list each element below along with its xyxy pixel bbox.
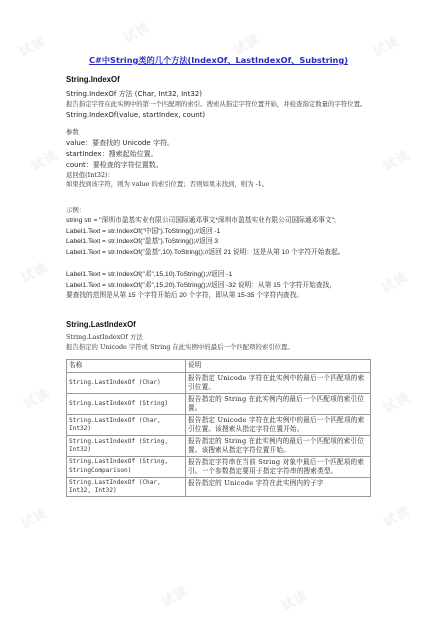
document-title: C#中String类的几个方法(IndexOf、LastIndexOf、Substring) [88,55,348,65]
example-line: string str = "深圳市盈基实业有限公司国际通邓事文*深圳市盈基实业有限公司国际通邓事文"; [66,217,336,225]
indexof-usage: String.IndexOf(value, startIndex, count) [66,110,206,119]
overload-name: String.LastIndexOf (Char) [67,373,186,394]
watermark: 试读 [21,386,53,413]
watermark: 试读 [121,20,153,47]
param-start-index: startIndex：搜索起始位置。 [66,149,158,158]
return-label: 返回值(Int32)： [66,170,114,179]
overload-name: String.LastIndexOf (Char, Int32, Int32) [67,477,186,497]
example-line: Label1.Text = str.IndexOf("中国").ToString();//返回 -1 [66,227,221,235]
overload-description: 报告指定的 String 在此实例内的最后一个匹配项的索引位置。 [186,394,371,415]
overload-name: String.LastIndexOf (String, StringComparison) [67,456,186,477]
overload-description: 报告指定字符串在当前 String 对象中最后一个匹配项的索引。一个参数指定要用于指定字符串的搜索类型。 [186,456,371,477]
watermark: 试读 [19,260,51,287]
params-label: 参数 [66,127,79,136]
table-row [67,456,371,477]
lastindexof-method-label: String.LastIndexOf 方法 [66,333,143,342]
lastindexof-description: 报告指定的 Unicode 字符或 String 在此实例中的最后一个匹配项的索引位置。 [66,343,294,352]
watermark: 试读 [231,32,263,59]
overload-description: 报告指定 Unicode 字符在此实例中的最后一个匹配项的索引位置。该搜索从指定字符位置开始。 [186,414,371,435]
example-label: 示例： [66,206,86,215]
overload-name: String.LastIndexOf (Char, Int32) [67,414,186,435]
table-row [67,435,371,456]
watermark: 试读 [381,504,413,531]
overloads-table [66,359,371,497]
return-description: 如果找到该字符，则为 value 的索引位置；否则如果未找到，则为 -1。 [66,180,269,189]
example-line: 要查找的范围是从第 15 个字符开始后 20 个字符，即从第 15-35 个字符内查找。 [66,292,304,300]
overload-description: 报告指定 Unicode 字符在此实例中的最后一个匹配项的索引位置。 [186,373,371,394]
overload-name: String.LastIndexOf (String, Int32) [67,435,186,456]
param-value: value：要查找的 Unicode 字符。 [66,138,174,147]
column-header-name: 名称 [67,360,186,373]
column-header-description: 说明 [186,360,371,373]
indexof-signature: String.IndexOf 方法 (Char, Int32, Int32) [66,90,202,98]
section-heading-lastindexof: String.LastIndexOf [66,319,136,329]
table-row [67,477,371,497]
watermark: 试读 [19,506,51,533]
example-line: Label1.Text = str.IndexOf("邓",15,20).ToString();//返回 -32 说明：从第 15 个字符开始查找， [66,281,336,289]
overload-description: 报告指定的 String 在此实例内的最后一个匹配项的索引位置。该搜索从指定字符位置开始。 [186,435,371,456]
table-row [67,394,371,415]
param-count: count：要检查的字符位置数。 [66,160,163,169]
document-body [66,55,371,497]
table-row [67,414,371,435]
overload-description: 报告指定的 Unicode 字符在此实例内的子字 [186,477,371,497]
watermark: 试读 [159,584,191,611]
watermark: 试读 [279,588,311,615]
example-line: Label1.Text = str.IndexOf("盈基",10).ToString();//返回 21 说明：这是从第 10 个字符开始查起。 [66,248,345,256]
watermark: 试读 [381,390,413,417]
watermark: 试读 [379,270,411,297]
table-header-row [67,360,371,373]
watermark: 试读 [29,148,61,175]
overload-name: String.LastIndexOf (String) [67,394,186,415]
watermark: 试读 [17,34,49,61]
example-line: Label1.Text = str.IndexOf("邓",15,10).ToString();//返回 -1 [66,271,233,279]
table-row [67,373,371,394]
indexof-description: 报告指定字符在此实例中的第一个匹配项的索引。搜索从指定字符位置开始，并检查指定数量的字符位置。 [66,99,367,108]
watermark: 试读 [381,148,413,175]
example-line: Label1.Text = str.IndexOf("盈基").ToString();//返回 3 [66,238,219,246]
section-heading-indexof: String.IndexOf [66,75,120,85]
watermark: 试读 [371,34,403,61]
